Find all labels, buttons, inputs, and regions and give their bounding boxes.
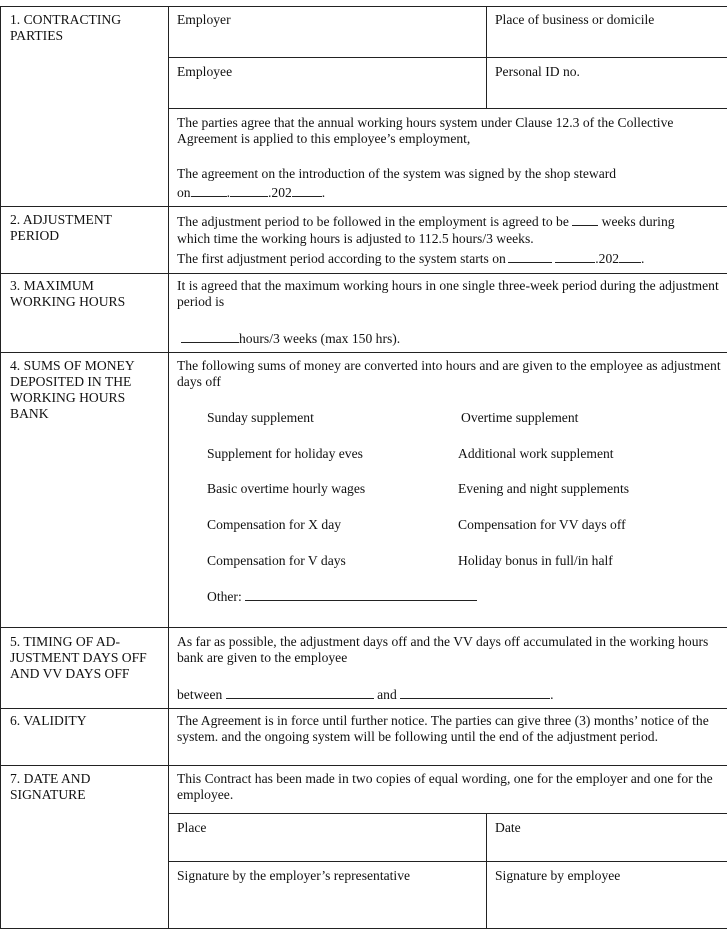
year-blank xyxy=(292,184,322,197)
place-business-label: Place of business or domicile xyxy=(495,12,655,27)
sum-item: Overtime supplement xyxy=(461,410,579,425)
section-label-timing: 5. TIMING OF AD-JUSTMENT DAYS OFF AND VV DAYS OFF xyxy=(10,634,147,681)
sum-item: Evening and night supplements xyxy=(458,481,630,496)
rule xyxy=(0,708,727,709)
rule xyxy=(0,273,727,274)
between-label: between xyxy=(177,687,223,702)
year-prefix: 202 xyxy=(271,185,292,200)
rule xyxy=(168,108,727,109)
signature-text: This Contract has been made in two copies of equal wording, one for the employer and one for the employee. xyxy=(177,771,713,802)
maximum-text: It is agreed that the maximum working hours in one single three-week period during the adjustment period is xyxy=(177,278,719,309)
rule xyxy=(0,6,1,929)
rule xyxy=(486,6,487,109)
between-end-blank xyxy=(400,686,550,699)
and-label: and xyxy=(377,687,397,702)
validity-text: The Agreement is in force until further notice. The parties can give three (3) months’ notice of the system. and the ongoing system will be following until the end of the adjustment period. xyxy=(177,713,709,744)
sum-item: Sunday supplement xyxy=(207,410,314,425)
day-blank xyxy=(191,184,227,197)
between-start-blank xyxy=(226,686,374,699)
rule xyxy=(168,861,727,862)
start-year-prefix: 202 xyxy=(598,251,620,266)
rule xyxy=(0,6,727,7)
section-label-contracting: 1. CONTRACTING PARTIES xyxy=(10,12,122,43)
month-blank xyxy=(230,184,268,197)
agree-text: The parties agree that the annual working hours system under Clause 12.3 of the Collective Agreement is applied to this employee’s employment, xyxy=(177,115,674,146)
employee-label: Employee xyxy=(177,64,233,79)
start-year-blank xyxy=(619,250,641,263)
section-label-adjustment: 2. ADJUSTMENT PERIOD xyxy=(10,212,112,243)
hours-blank xyxy=(181,330,239,343)
rule xyxy=(168,6,169,929)
sum-item: Basic overtime hourly wages xyxy=(207,481,366,496)
steward-text: The agreement on the introduction of the system was signed by the shop steward xyxy=(177,166,617,181)
rule xyxy=(0,627,727,628)
employer-signature-label: Signature by the employer’s representative xyxy=(177,868,411,883)
sum-item: Holiday bonus in full/in half xyxy=(458,553,613,568)
sum-item: Compensation for X day xyxy=(207,517,342,532)
weeks-blank xyxy=(572,213,598,226)
rule xyxy=(0,206,727,207)
rule xyxy=(486,813,487,929)
timing-between-line: between and . xyxy=(177,687,554,702)
rule xyxy=(168,813,727,814)
employee-signature-label: Signature by employee xyxy=(495,868,621,883)
on-label: on xyxy=(177,185,191,200)
personal-id-label: Personal ID no. xyxy=(495,64,580,79)
sum-item: Additional work supplement xyxy=(458,446,614,461)
sum-item: Compensation for V days xyxy=(207,553,346,568)
timing-text: As far as possible, the adjustment days off and the VV days off accumulated in the working hours bank are given to the employee xyxy=(177,634,709,665)
sums-intro: The following sums of money are converted into hours and are given to the employee as adjustment days off xyxy=(177,358,721,389)
rule xyxy=(0,928,727,929)
other-line xyxy=(207,588,477,605)
adjustment-text-1a: The adjustment period to be followed in the employment is agreed to be xyxy=(177,214,569,229)
hours-text: hours/3 weeks (max 150 hrs). xyxy=(239,331,401,346)
rule xyxy=(0,352,727,353)
adjustment-text-1-cont: which time the working hours is adjusted to 112.5 hours/3 weeks. xyxy=(177,231,534,246)
section-label-signature: 7. DATE AND SIGNATURE xyxy=(10,771,91,802)
adjustment-text-2: The first adjustment period according to the system starts on .202 . xyxy=(177,251,645,266)
start-day-blank xyxy=(508,250,552,263)
section-label-maximum: 3. MAXIMUM WORKING HOURS xyxy=(10,278,126,309)
sum-item: Compensation for VV days off xyxy=(458,517,626,532)
sum-item: Supplement for holiday eves xyxy=(207,446,363,461)
steward-date-line: on . .202 . xyxy=(177,185,326,200)
section-label-validity: 6. VALIDITY xyxy=(10,713,87,728)
date-label: Date xyxy=(495,820,521,835)
start-month-blank xyxy=(555,250,595,263)
maximum-hours-line xyxy=(181,330,400,347)
rule xyxy=(0,765,727,766)
first-period-text: The first adjustment period according to the system starts on xyxy=(177,251,506,266)
adjustment-text-1b-first: weeks during xyxy=(601,214,675,229)
rule xyxy=(168,57,727,58)
place-label: Place xyxy=(177,820,207,835)
section-label-sums: 4. SUMS OF MONEY DEPOSITED IN THE WORKING HOURS BANK xyxy=(10,358,135,421)
employer-label: Employer xyxy=(177,12,231,27)
other-blank xyxy=(245,588,477,601)
other-label: Other: xyxy=(207,589,242,604)
adjustment-text-1 xyxy=(177,213,675,230)
